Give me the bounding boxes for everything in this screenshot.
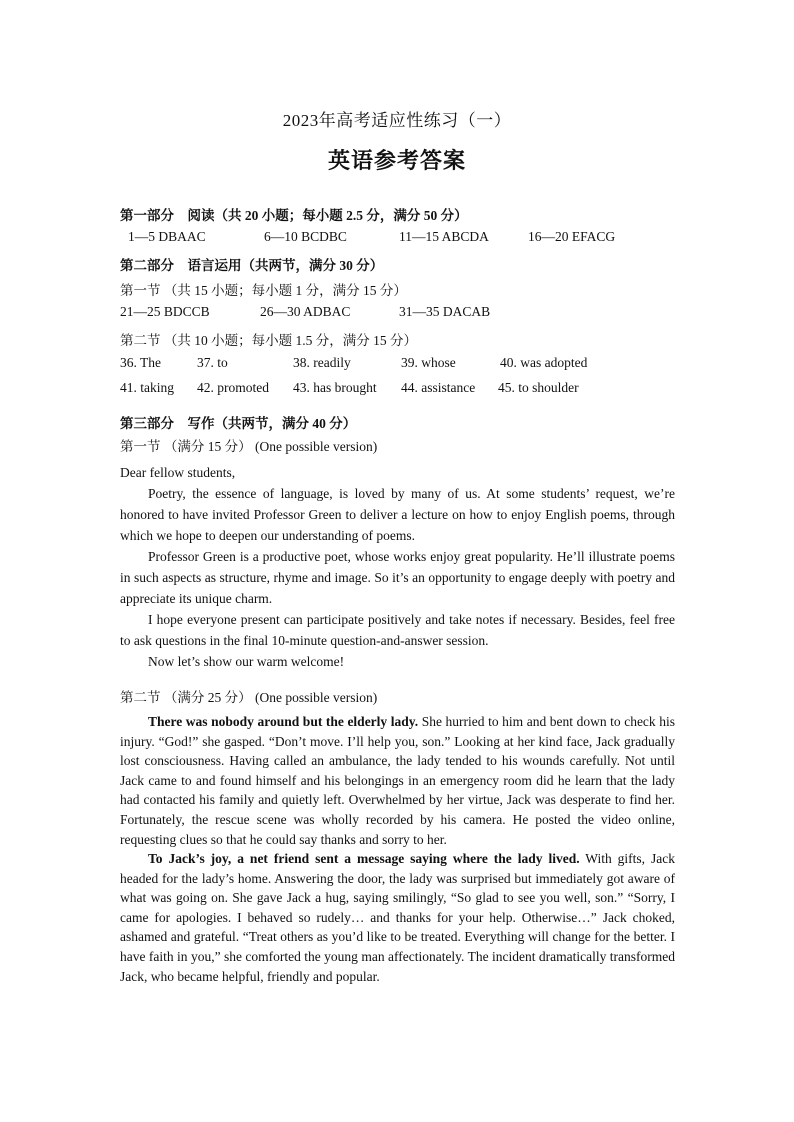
part2-s2-answer-43: 43. has brought [293, 380, 377, 395]
part2-s2-answer-36: 36. The [120, 355, 161, 370]
part1-answer-3: 11—15 ABCDA [399, 229, 489, 244]
story-paragraph-1-body: She hurried to him and bent down to check his injury. “God!” she gasped. “Don’t move. I’ll help you, son.” Looking at her kind face, Jack gradually lost consciousness. Having called an ambulance, the lady tended to his wounds carefully. Not until Jack came to and found himself and his belongings in an emergency room did he learn that the lady had contacted his family and quietly left. Overwhelmed by her virtue, Jack was desperate to find her. Fortunately, the rescue scene was wholly recorded by his camera. He posted the video online, requesting clues so that he could say thanks and sorry to her. [120, 714, 675, 847]
part1-answer-2: 6—10 BCDBC [264, 229, 347, 244]
story-paragraph-2 [120, 849, 675, 986]
story-paragraph-2-lead: To Jack’s joy, a net friend sent a message saying where the lady lived. [148, 851, 580, 866]
part3-heading: 第三部分 写作（共两节，满分 40 分） [120, 416, 357, 431]
part2-s2-answer-42: 42. promoted [197, 380, 269, 395]
part1-answer-1: 1—5 DBAAC [128, 229, 206, 244]
part2-heading: 第二部分 语言运用（共两节，满分 30 分） [120, 258, 384, 273]
story-paragraph-2-body: With gifts, Jack headed for the lady’s home. Answering the door, the lady was surprised but immediately got aware of what was going on. She gave Jack a hug, saying smilingly, “So glad to see you well, son.” “Sorry, I came for apologies. I behaved so rudely… and thanks for your help. Otherwise…” Jack choked, ashamed and grateful. “Treat others as you’d like to be treated. Everything will change for the better. I have faith in you,” she comforted the young man affectionately. The incident dramatically transformed Jack, who became helpful, friendly and popular. [120, 851, 675, 984]
part1-heading: 第一部分 阅读（共 20 小题；每小题 2.5 分，满分 50 分） [120, 208, 468, 223]
part3-section2-heading: 第二节 （满分 25 分） (One possible version) [120, 690, 378, 705]
part2-s2-answer-39: 39. whose [401, 355, 456, 370]
part2-s2-answer-45: 45. to shoulder [498, 380, 579, 395]
letter-paragraph-4: Now let’s show our warm welcome! [148, 654, 345, 669]
letter-paragraph-3: I hope everyone present can participate positively and take notes if necessary. Besides, feel free to ask questions in the final 10-minute question-and-answer session. [120, 612, 675, 648]
letter-paragraph-1: Poetry, the essence of language, is loved by many of us. At some students’ request, we’re honored to have invited Professor Green to deliver a lecture on how to enjoy English poems, through which we hope to deepen our understanding of poems. [120, 486, 675, 543]
part2-s2-answer-38: 38. readily [293, 355, 351, 370]
page-title: 英语参考答案 [327, 148, 466, 173]
story-paragraph-1 [120, 712, 675, 849]
letter-salutation: Dear fellow students, [120, 465, 236, 480]
part2-s2-answer-41: 41. taking [120, 380, 174, 395]
part1-answer-4: 16—20 EFACG [528, 229, 616, 244]
part2-s2-answer-44: 44. assistance [401, 380, 476, 395]
part2-s1-answer-2: 26—30 ADBAC [260, 304, 351, 319]
exam-subtitle: 2023年高考适应性练习（一） [282, 111, 512, 130]
letter-paragraph-2: Professor Green is a productive poet, whose works enjoy great popularity. He’ll illustrate poems in such aspects as structure, rhyme and image. So it’s an opportunity to engage deeply with poetry and appreciate its unique charm. [120, 549, 675, 606]
part2-section1-heading: 第一节 （共 15 小题；每小题 1 分，满分 15 分） [120, 283, 407, 298]
part2-s1-answer-3: 31—35 DACAB [399, 304, 491, 319]
part2-s1-answer-1: 21—25 BDCCB [120, 304, 210, 319]
part2-s2-answer-40: 40. was adopted [500, 355, 588, 370]
part2-s2-answer-37: 37. to [197, 355, 228, 370]
part2-section2-heading: 第二节 （共 10 小题；每小题 1.5 分，满分 15 分） [120, 333, 417, 348]
story-paragraph-1-lead: There was nobody around but the elderly lady. [148, 714, 419, 729]
part3-section1-heading: 第一节 （满分 15 分） (One possible version) [120, 439, 378, 454]
